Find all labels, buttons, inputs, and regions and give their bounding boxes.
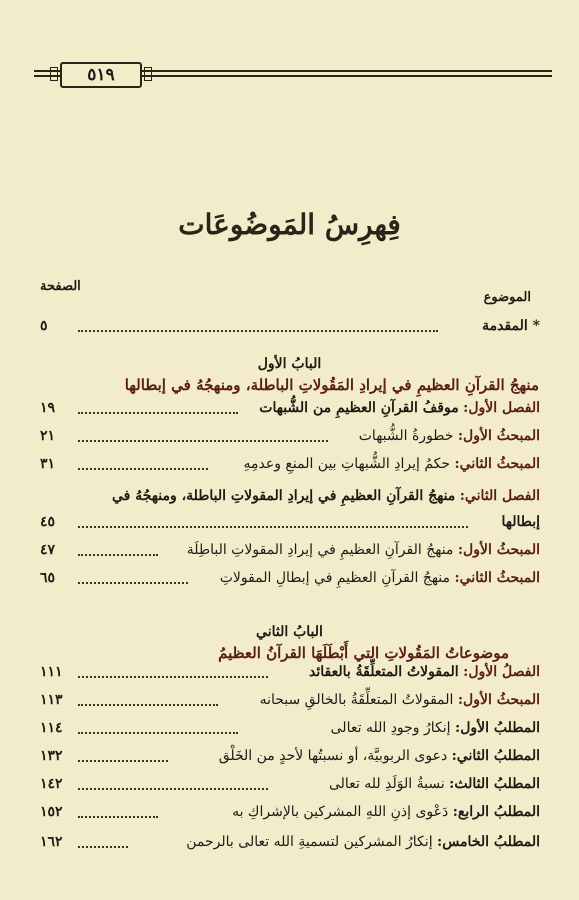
leader-dots <box>78 526 468 528</box>
entry-label: المطلبُ الأول: <box>455 720 540 736</box>
entry-text: المقولاتُ المتعلِّقَةُ بالعقائد <box>309 664 459 680</box>
entry-label: المطلبُ الثاني: <box>451 748 540 764</box>
entry-text: المقولاتُ المتعلِّقَةُ بالخالقِ سبحانه <box>259 692 454 708</box>
entry-page: ١٩ <box>40 400 56 416</box>
entry-label: المطلبُ الرابع: <box>452 804 540 820</box>
column-header-topic: الموضوع <box>483 290 531 305</box>
part-heading: البابُ الثاني <box>256 624 323 640</box>
entry-page: ١٥٢ <box>40 804 63 820</box>
entry-text: إبطالها <box>501 514 540 530</box>
leader-dots <box>78 582 188 584</box>
toc-entry[interactable] <box>40 570 540 596</box>
part-title: منهجُ القرآنِ العظيمِ في إيرادِ المَقُولاتِ الباطلة، ومنهجُهُ في إبطالها <box>124 376 539 394</box>
toc-entry[interactable] <box>40 834 540 860</box>
leader-dots <box>78 846 128 848</box>
entry-label: الفصل الثاني: <box>459 488 540 504</box>
leader-dots <box>78 554 158 556</box>
page-number: ٥١٩ <box>60 62 142 88</box>
entry-label: الفصل الأول: <box>463 400 540 416</box>
toc-entry[interactable] <box>40 692 540 718</box>
entry-text: دعوى الربوبيَّة، أو نسبتُها لأحدٍ من الخَلْق <box>218 748 448 764</box>
toc-entry[interactable] <box>40 428 540 454</box>
leader-dots <box>78 816 158 818</box>
toc-entry[interactable] <box>40 776 540 802</box>
entry-page: ١١١ <box>40 664 63 680</box>
leader-dots <box>78 468 208 470</box>
page-title: فِهرِسُ المَوضُوعَات <box>178 208 401 241</box>
toc-entry[interactable] <box>40 488 540 514</box>
entry-label: المبحثُ الثاني: <box>454 570 540 586</box>
entry-text: إنكارُ المشركين لتسميةِ الله تعالى بالرحمن <box>186 834 433 850</box>
toc-entry[interactable] <box>40 400 540 426</box>
entry-page: ١٣٢ <box>40 748 63 764</box>
leader-dots <box>78 760 168 762</box>
entry-label: المطلبُ الثالث: <box>449 776 540 792</box>
entry-page: ٤٧ <box>40 542 56 558</box>
leader-dots <box>78 440 328 442</box>
entry-page: ٦٥ <box>40 570 56 586</box>
leader-dots <box>78 704 218 706</box>
entry-page: ٤٥ <box>40 514 56 530</box>
entry-label: المبحثُ الأول: <box>457 692 540 708</box>
entry-page: ١٤٢ <box>40 776 63 792</box>
page-header <box>34 62 554 86</box>
entry-page: ١٦٢ <box>40 834 63 850</box>
entry-text: حكمُ إيرادِ الشُّبهاتِ بين المنعِ وعدمِهِ <box>243 456 451 472</box>
leader-dots <box>78 676 268 678</box>
entry-text: دَعْوى إذنِ اللهِ المشركين بالإشراكِ به <box>232 804 449 820</box>
column-header-page: الصفحة <box>40 279 81 294</box>
entry-label: المبحثُ الأول: <box>457 542 540 558</box>
entry-page: ٢١ <box>40 428 56 444</box>
part-heading: البابُ الأول <box>257 356 322 372</box>
toc-entry[interactable] <box>40 514 540 540</box>
leader-dots <box>78 412 238 414</box>
toc-entry[interactable] <box>40 804 540 830</box>
leader-dots <box>78 788 268 790</box>
entry-page: ٣١ <box>40 456 56 472</box>
part-title: موضوعاتُ المَقُولاتِ التي أَبْطَلَهَا القرآنُ العظيمُ <box>218 644 509 662</box>
entry-text: منهجُ القرآنِ العظيمِ في إيرادِ المقولاتِ الباطلة، ومنهجُهُ في <box>112 488 456 504</box>
entry-page: ١١٣ <box>40 692 63 708</box>
entry-label: المطلبُ الخامس: <box>437 834 540 850</box>
toc-entry[interactable] <box>40 456 540 482</box>
entry-text: إنكارُ وجودِ الله تعالى <box>330 720 451 736</box>
entry-label: المبحثُ الثاني: <box>454 456 540 472</box>
leader-dots <box>78 330 438 332</box>
entry-page: ٥ <box>40 318 48 334</box>
entry-label: المبحثُ الأول: <box>457 428 540 444</box>
entry-text: منهجُ القرآنِ العظيمِ في إبطالِ المقولاتِ <box>219 570 451 586</box>
entry-label: الفصلُ الأول: <box>463 664 540 680</box>
entry-text: موقفُ القرآنِ العظيمِ من الشُّبهات <box>259 400 459 416</box>
toc-entry[interactable] <box>40 748 540 774</box>
toc-entry[interactable] <box>40 318 540 344</box>
leader-dots <box>78 732 238 734</box>
toc-entry[interactable] <box>40 542 540 568</box>
entry-label: * المقدمة <box>482 318 540 334</box>
entry-page: ١١٤ <box>40 720 63 736</box>
entry-text: منهجُ القرآنِ العظيمِ في إيرادِ المقولاتِ الباطِلَة <box>186 542 454 558</box>
toc-entry[interactable] <box>40 664 540 690</box>
toc-entry[interactable] <box>40 720 540 746</box>
entry-text: خطورةُ الشُّبهات <box>358 428 454 444</box>
entry-text: نسبةُ الوَلَدِ لله تعالى <box>328 776 445 792</box>
